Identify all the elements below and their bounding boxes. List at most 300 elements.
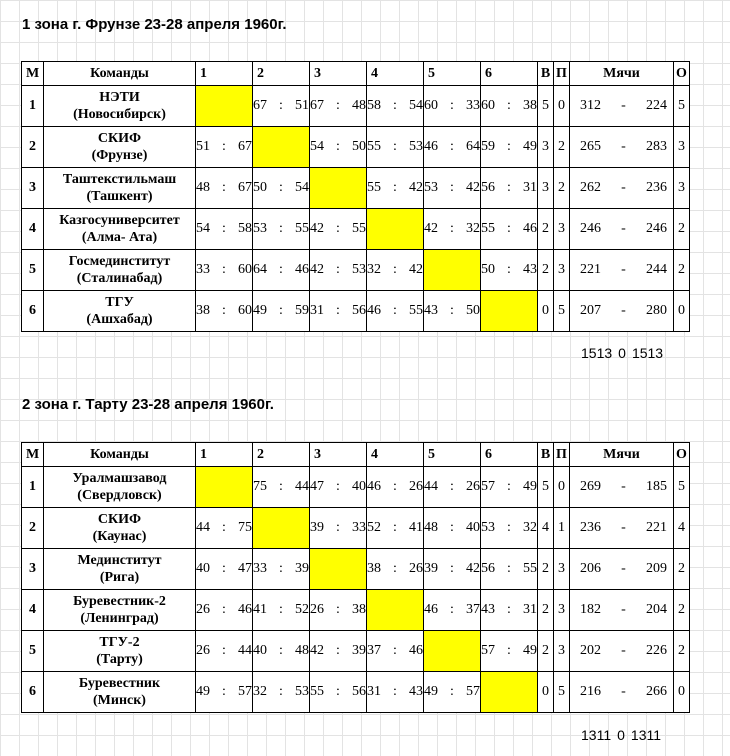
- score-separator: :: [279, 303, 283, 318]
- team-name: СКИФ: [97, 512, 142, 527]
- score-pair: [481, 221, 537, 237]
- self-match-cell: [310, 168, 367, 209]
- header-col-2: 2: [253, 443, 310, 467]
- score-cell: [481, 250, 538, 291]
- balls-pair: [570, 684, 673, 700]
- score-separator: :: [393, 561, 397, 576]
- points-cell: 3: [674, 168, 690, 209]
- score-pair: [310, 303, 366, 319]
- self-match-cell: [310, 549, 367, 590]
- score-against: 31: [522, 180, 537, 195]
- score-for: 39: [424, 561, 438, 576]
- score-cell: [253, 86, 310, 127]
- header-col-6: 6: [481, 62, 538, 86]
- score-cell: [367, 467, 424, 508]
- score-for: 33: [196, 262, 210, 277]
- score-cell: [196, 508, 253, 549]
- score-for: 43: [424, 303, 438, 318]
- balls-against: 185: [645, 479, 667, 494]
- place-cell: 4: [22, 209, 44, 250]
- wins-cell: 2: [538, 590, 554, 631]
- score-cell: [253, 168, 310, 209]
- balls-dash: -: [621, 262, 626, 277]
- score-pair: [424, 479, 480, 495]
- score-pair: [196, 602, 252, 618]
- header-col-1: 1: [196, 443, 253, 467]
- header-col-5: 5: [424, 443, 481, 467]
- balls-for: 262: [580, 180, 601, 195]
- score-against: 57: [465, 684, 480, 699]
- score-cell: [253, 549, 310, 590]
- score-separator: :: [222, 684, 226, 699]
- header-wins: В: [538, 62, 554, 86]
- score-cell: [367, 508, 424, 549]
- wins-cell: 3: [538, 168, 554, 209]
- score-cell: [310, 467, 367, 508]
- score-separator: :: [450, 221, 454, 236]
- score-separator: :: [393, 98, 397, 113]
- score-pair: [196, 684, 252, 700]
- score-separator: :: [336, 479, 340, 494]
- score-separator: :: [450, 479, 454, 494]
- score-pair: [310, 479, 366, 495]
- points-cell: 2: [674, 590, 690, 631]
- score-against: 42: [408, 262, 423, 277]
- score-pair: [481, 520, 537, 536]
- header-col-1: 1: [196, 62, 253, 86]
- score-for: 33: [253, 561, 267, 576]
- balls-against: 246: [645, 221, 667, 236]
- score-for: 55: [367, 180, 381, 195]
- score-for: 31: [367, 684, 381, 699]
- balls-dash: -: [621, 561, 626, 576]
- table-row: [22, 86, 690, 127]
- score-separator: :: [279, 561, 283, 576]
- table-row: [22, 508, 690, 549]
- team-cell: [44, 291, 196, 332]
- losses-cell: 1: [554, 508, 570, 549]
- score-separator: :: [279, 479, 283, 494]
- score-separator: :: [507, 479, 511, 494]
- score-cell: [310, 209, 367, 250]
- losses-cell: 3: [554, 250, 570, 291]
- balls-cell: [570, 250, 674, 291]
- losses-cell: 3: [554, 549, 570, 590]
- score-for: 42: [310, 643, 324, 658]
- self-match-cell: [253, 508, 310, 549]
- score-cell: [367, 549, 424, 590]
- score-separator: :: [393, 643, 397, 658]
- balls-pair: [570, 303, 673, 319]
- team-city: (Фрунзе): [91, 148, 148, 163]
- team-city: (Минск): [93, 693, 146, 708]
- score-separator: :: [507, 98, 511, 113]
- score-for: 56: [481, 561, 495, 576]
- score-cell: [367, 631, 424, 672]
- score-separator: :: [393, 262, 397, 277]
- score-against: 26: [408, 479, 423, 494]
- balls-dash: -: [621, 520, 626, 535]
- score-pair: [253, 561, 309, 577]
- score-against: 26: [465, 479, 480, 494]
- score-separator: :: [222, 262, 226, 277]
- score-against: 41: [408, 520, 423, 535]
- zone-1-total-for: 1513: [581, 345, 613, 361]
- losses-cell: 2: [554, 127, 570, 168]
- score-pair: [196, 303, 252, 319]
- score-separator: :: [507, 221, 511, 236]
- score-against: 49: [522, 479, 537, 494]
- score-separator: :: [336, 602, 340, 617]
- score-against: 55: [351, 221, 366, 236]
- zone-1-standings-table: [21, 61, 690, 332]
- score-pair: [424, 520, 480, 536]
- header-place: М: [22, 62, 44, 86]
- header-teams: Команды: [44, 443, 196, 467]
- table-row: [22, 127, 690, 168]
- balls-cell: [570, 127, 674, 168]
- score-pair: [367, 643, 423, 659]
- score-pair: [367, 303, 423, 319]
- score-against: 32: [465, 221, 480, 236]
- score-for: 75: [253, 479, 267, 494]
- score-against: 60: [237, 303, 252, 318]
- score-pair: [424, 602, 480, 618]
- balls-against: 224: [645, 98, 667, 113]
- score-against: 47: [237, 561, 252, 576]
- zone-2-total-against: 1311: [630, 727, 662, 743]
- score-pair: [196, 139, 252, 155]
- score-pair: [367, 98, 423, 114]
- score-cell: [367, 250, 424, 291]
- wins-cell: 2: [538, 250, 554, 291]
- score-separator: :: [222, 520, 226, 535]
- score-against: 33: [465, 98, 480, 113]
- team-name: НЭТИ: [99, 90, 140, 105]
- score-pair: [310, 139, 366, 155]
- score-against: 52: [294, 602, 309, 617]
- balls-cell: [570, 86, 674, 127]
- score-separator: :: [222, 180, 226, 195]
- score-separator: :: [450, 684, 454, 699]
- score-pair: [310, 98, 366, 114]
- losses-cell: 3: [554, 631, 570, 672]
- score-cell: [424, 86, 481, 127]
- score-cell: [253, 631, 310, 672]
- score-for: 49: [253, 303, 267, 318]
- score-against: 37: [465, 602, 480, 617]
- score-for: 31: [310, 303, 324, 318]
- wins-cell: 0: [538, 672, 554, 713]
- team-cell: [44, 127, 196, 168]
- score-for: 40: [196, 561, 210, 576]
- score-for: 38: [367, 561, 381, 576]
- points-cell: 5: [674, 467, 690, 508]
- score-against: 38: [522, 98, 537, 113]
- score-pair: [424, 180, 480, 196]
- place-cell: 5: [22, 250, 44, 291]
- self-match-cell: [367, 209, 424, 250]
- zone-1-totals: [581, 345, 663, 361]
- balls-pair: [570, 643, 673, 659]
- score-against: 44: [294, 479, 309, 494]
- points-cell: 0: [674, 672, 690, 713]
- score-separator: :: [450, 303, 454, 318]
- score-for: 42: [424, 221, 438, 236]
- header-col-2: 2: [253, 62, 310, 86]
- header-losses: П: [554, 62, 570, 86]
- score-pair: [253, 684, 309, 700]
- losses-cell: 5: [554, 291, 570, 332]
- score-pair: [367, 479, 423, 495]
- header-col-3: 3: [310, 62, 367, 86]
- score-pair: [253, 479, 309, 495]
- header-col-6: 6: [481, 443, 538, 467]
- team-cell: [44, 467, 196, 508]
- team-city: (Ленинград): [80, 611, 159, 626]
- score-cell: [481, 508, 538, 549]
- score-cell: [310, 250, 367, 291]
- score-cell: [196, 590, 253, 631]
- place-cell: 2: [22, 508, 44, 549]
- balls-against: 221: [645, 520, 667, 535]
- score-cell: [196, 209, 253, 250]
- score-cell: [367, 168, 424, 209]
- header-wins: В: [538, 443, 554, 467]
- score-for: 40: [253, 643, 267, 658]
- score-for: 57: [481, 479, 495, 494]
- score-against: 33: [351, 520, 366, 535]
- place-cell: 2: [22, 127, 44, 168]
- team-city: (Тарту): [96, 652, 143, 667]
- header-losses: П: [554, 443, 570, 467]
- score-against: 46: [237, 602, 252, 617]
- score-pair: [424, 303, 480, 319]
- table-row: [22, 549, 690, 590]
- score-against: 39: [294, 561, 309, 576]
- place-cell: 6: [22, 672, 44, 713]
- points-cell: 2: [674, 549, 690, 590]
- score-against: 46: [408, 643, 423, 658]
- score-against: 42: [465, 180, 480, 195]
- team-name: ТГУ: [105, 295, 134, 310]
- balls-for: 246: [580, 221, 601, 236]
- team-city: (Алма- Ата): [81, 230, 158, 245]
- score-separator: :: [450, 139, 454, 154]
- score-pair: [310, 602, 366, 618]
- score-for: 59: [481, 139, 495, 154]
- score-cell: [367, 86, 424, 127]
- place-cell: 4: [22, 590, 44, 631]
- score-cell: [196, 631, 253, 672]
- balls-for: 202: [580, 643, 601, 658]
- balls-for: 265: [580, 139, 601, 154]
- balls-against: 236: [645, 180, 667, 195]
- score-for: 64: [253, 262, 267, 277]
- table-row: [22, 291, 690, 332]
- team-cell: [44, 209, 196, 250]
- score-pair: [253, 643, 309, 659]
- score-cell: [481, 127, 538, 168]
- score-for: 41: [253, 602, 267, 617]
- score-separator: :: [279, 262, 283, 277]
- balls-cell: [570, 549, 674, 590]
- score-for: 57: [481, 643, 495, 658]
- header-points: О: [674, 443, 690, 467]
- score-cell: [367, 291, 424, 332]
- score-separator: :: [450, 561, 454, 576]
- team-city: (Каунас): [92, 529, 147, 544]
- score-against: 44: [237, 643, 252, 658]
- score-against: 55: [294, 221, 309, 236]
- score-for: 67: [310, 98, 324, 113]
- score-against: 54: [294, 180, 309, 195]
- score-against: 64: [465, 139, 480, 154]
- score-separator: :: [279, 643, 283, 658]
- score-against: 43: [522, 262, 537, 277]
- score-pair: [196, 643, 252, 659]
- table-row: [22, 250, 690, 291]
- score-for: 49: [196, 684, 210, 699]
- score-for: 42: [310, 262, 324, 277]
- score-separator: :: [336, 684, 340, 699]
- score-against: 43: [408, 684, 423, 699]
- score-against: 38: [351, 602, 366, 617]
- balls-cell: [570, 168, 674, 209]
- score-pair: [481, 139, 537, 155]
- team-cell: [44, 631, 196, 672]
- balls-pair: [570, 262, 673, 278]
- balls-pair: [570, 479, 673, 495]
- score-separator: :: [507, 561, 511, 576]
- score-separator: :: [393, 684, 397, 699]
- score-pair: [253, 180, 309, 196]
- score-separator: :: [336, 303, 340, 318]
- losses-cell: 0: [554, 86, 570, 127]
- zone-2-totals: [581, 727, 661, 743]
- score-pair: [367, 561, 423, 577]
- score-for: 46: [367, 479, 381, 494]
- zone-1-total-mid: 0: [618, 345, 626, 361]
- score-against: 39: [351, 643, 366, 658]
- balls-pair: [570, 98, 673, 114]
- score-for: 38: [196, 303, 210, 318]
- score-pair: [253, 262, 309, 278]
- zone-2-total-for: 1311: [581, 727, 612, 743]
- team-name: СКИФ: [97, 131, 142, 146]
- score-separator: :: [393, 479, 397, 494]
- score-against: 53: [408, 139, 423, 154]
- score-separator: :: [450, 98, 454, 113]
- score-against: 49: [522, 643, 537, 658]
- balls-dash: -: [621, 221, 626, 236]
- score-against: 49: [522, 139, 537, 154]
- balls-pair: [570, 520, 673, 536]
- score-cell: [424, 168, 481, 209]
- table-row: [22, 631, 690, 672]
- score-against: 58: [237, 221, 252, 236]
- score-for: 60: [424, 98, 438, 113]
- team-name: Уралмашзавод: [72, 471, 167, 486]
- team-city: (Свердловск): [77, 488, 162, 503]
- score-for: 32: [367, 262, 381, 277]
- score-cell: [253, 250, 310, 291]
- score-against: 50: [351, 139, 366, 154]
- score-cell: [310, 86, 367, 127]
- balls-against: 244: [645, 262, 667, 277]
- score-pair: [481, 561, 537, 577]
- score-for: 55: [367, 139, 381, 154]
- score-against: 54: [408, 98, 423, 113]
- score-separator: :: [507, 262, 511, 277]
- header-teams: Команды: [44, 62, 196, 86]
- score-for: 42: [310, 221, 324, 236]
- self-match-cell: [481, 672, 538, 713]
- score-against: 46: [294, 262, 309, 277]
- score-pair: [481, 643, 537, 659]
- score-separator: :: [393, 303, 397, 318]
- score-pair: [310, 221, 366, 237]
- balls-pair: [570, 180, 673, 196]
- place-cell: 1: [22, 86, 44, 127]
- balls-for: 236: [580, 520, 601, 535]
- balls-for: 221: [580, 262, 601, 277]
- points-cell: 0: [674, 291, 690, 332]
- place-cell: 3: [22, 168, 44, 209]
- score-separator: :: [336, 520, 340, 535]
- table-row: [22, 590, 690, 631]
- header-balls: Мячи: [570, 443, 674, 467]
- score-against: 48: [351, 98, 366, 113]
- place-cell: 5: [22, 631, 44, 672]
- score-for: 46: [367, 303, 381, 318]
- score-against: 53: [351, 262, 366, 277]
- score-separator: :: [279, 221, 283, 236]
- self-match-cell: [367, 590, 424, 631]
- score-cell: [424, 590, 481, 631]
- place-cell: 3: [22, 549, 44, 590]
- self-match-cell: [196, 86, 253, 127]
- score-for: 32: [253, 684, 267, 699]
- score-cell: [481, 86, 538, 127]
- team-cell: [44, 549, 196, 590]
- points-cell: 4: [674, 508, 690, 549]
- score-against: 31: [522, 602, 537, 617]
- score-against: 46: [522, 221, 537, 236]
- score-pair: [424, 684, 480, 700]
- score-cell: [196, 127, 253, 168]
- points-cell: 3: [674, 127, 690, 168]
- wins-cell: 0: [538, 291, 554, 332]
- score-cell: [481, 209, 538, 250]
- score-against: 59: [294, 303, 309, 318]
- score-pair: [481, 180, 537, 196]
- score-cell: [424, 467, 481, 508]
- score-against: 53: [294, 684, 309, 699]
- team-cell: [44, 250, 196, 291]
- score-pair: [367, 520, 423, 536]
- score-for: 50: [481, 262, 495, 277]
- balls-against: 226: [645, 643, 667, 658]
- score-pair: [310, 520, 366, 536]
- score-for: 53: [253, 221, 267, 236]
- balls-cell: [570, 209, 674, 250]
- score-for: 54: [196, 221, 210, 236]
- score-cell: [367, 127, 424, 168]
- score-cell: [196, 549, 253, 590]
- score-separator: :: [279, 684, 283, 699]
- score-pair: [424, 221, 480, 237]
